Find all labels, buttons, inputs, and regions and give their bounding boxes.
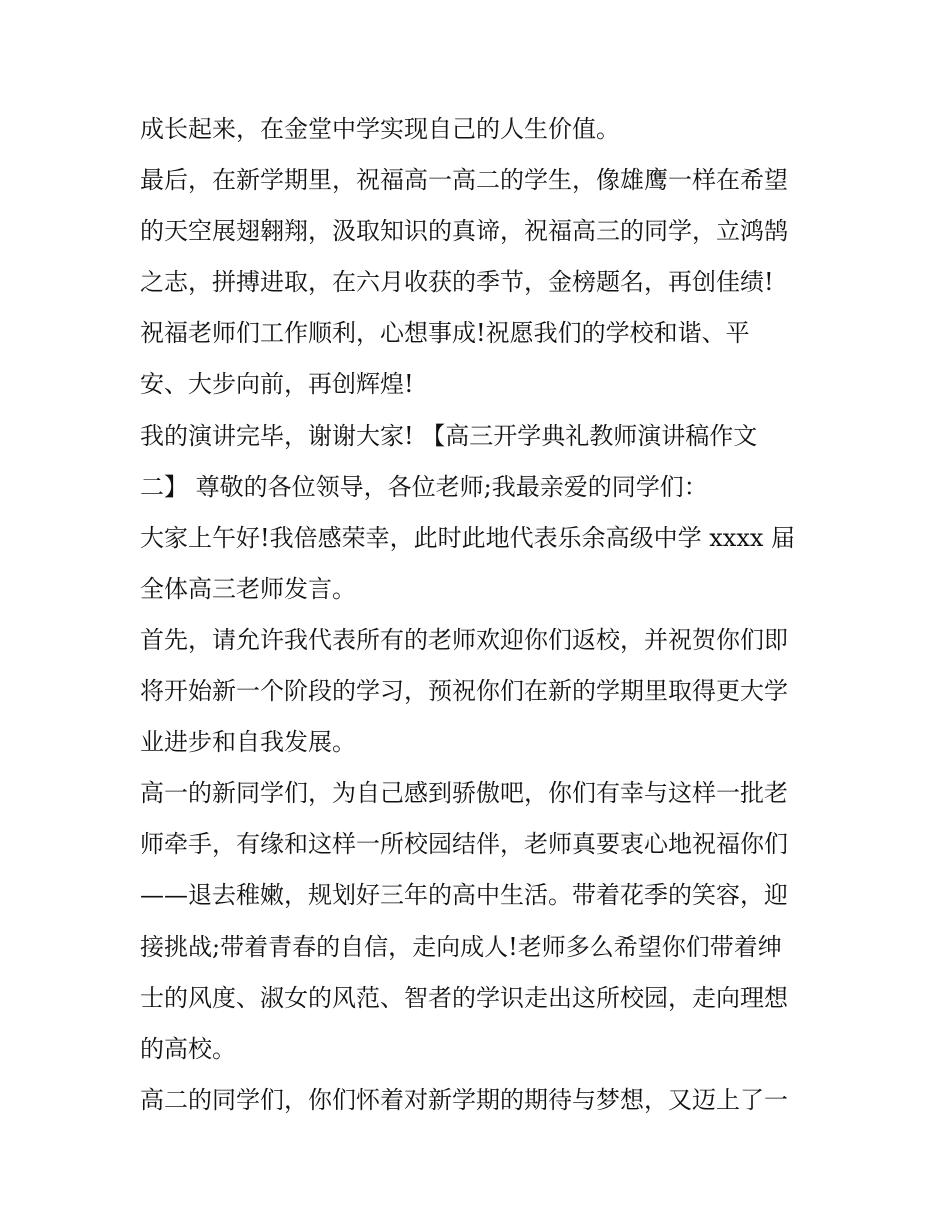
text-line: 我的演讲完毕，谢谢大家! 【高三开学典礼教师演讲稿作文 xyxy=(140,421,758,450)
text-line: 师牵手，有缘和这样一所校园结伴，老师真要衷心地祝福你们 xyxy=(140,830,788,859)
speech-text xyxy=(140,104,820,1126)
text-line: 高二的同学们，你们怀着对新学期的期待与梦想，又迈上了一 xyxy=(140,1085,788,1114)
text-line: 接挑战;带着青春的自信，走向成人!老师多么希望你们带着绅 xyxy=(140,932,782,961)
text-line: 的天空展翅翱翔，汲取知识的真谛，祝福高三的同学，立鸿鹄 xyxy=(140,217,788,246)
text-line: 全体高三老师发言。 xyxy=(140,574,356,603)
text-line: ——退去稚嫩，规划好三年的高中生活。带着花季的笑容，迎 xyxy=(140,881,788,910)
text-line: 首先，请允许我代表所有的老师欢迎你们返校，并祝贺你们即 xyxy=(140,625,788,654)
text-line: 之志，拼搏进取，在六月收获的季节，金榜题名，再创佳绩! xyxy=(140,268,774,297)
text-line: 业进步和自我发展。 xyxy=(140,728,356,757)
text-line: 成长起来，在金堂中学实现自己的人生价值。 xyxy=(140,115,620,143)
text-line: 士的风度、淑女的风范、智者的学识走出这所校园，走向理想 xyxy=(140,983,788,1012)
text-line: 祝福老师们工作顺利，心想事成!祝愿我们的学校和谐、平 xyxy=(140,319,750,348)
text-line: 的高校。 xyxy=(140,1034,236,1063)
text-line: 大家上午好!我倍感荣幸，此时此地代表乐余高级中学 xxxx 届 xyxy=(140,523,796,552)
text-line: 将开始新一个阶段的学习，预祝你们在新的学期里取得更大学 xyxy=(140,677,788,706)
text-line: 安、大步向前，再创辉煌! xyxy=(140,370,414,399)
text-line: 高一的新同学们，为自己感到骄傲吧，你们有幸与这样一批老 xyxy=(140,779,788,808)
text-line: 最后，在新学期里，祝福高一高二的学生，像雄鹰一样在希望 xyxy=(140,166,788,195)
text-line: 二】 尊敬的各位领导，各位老师;我最亲爱的同学们： xyxy=(140,472,708,501)
